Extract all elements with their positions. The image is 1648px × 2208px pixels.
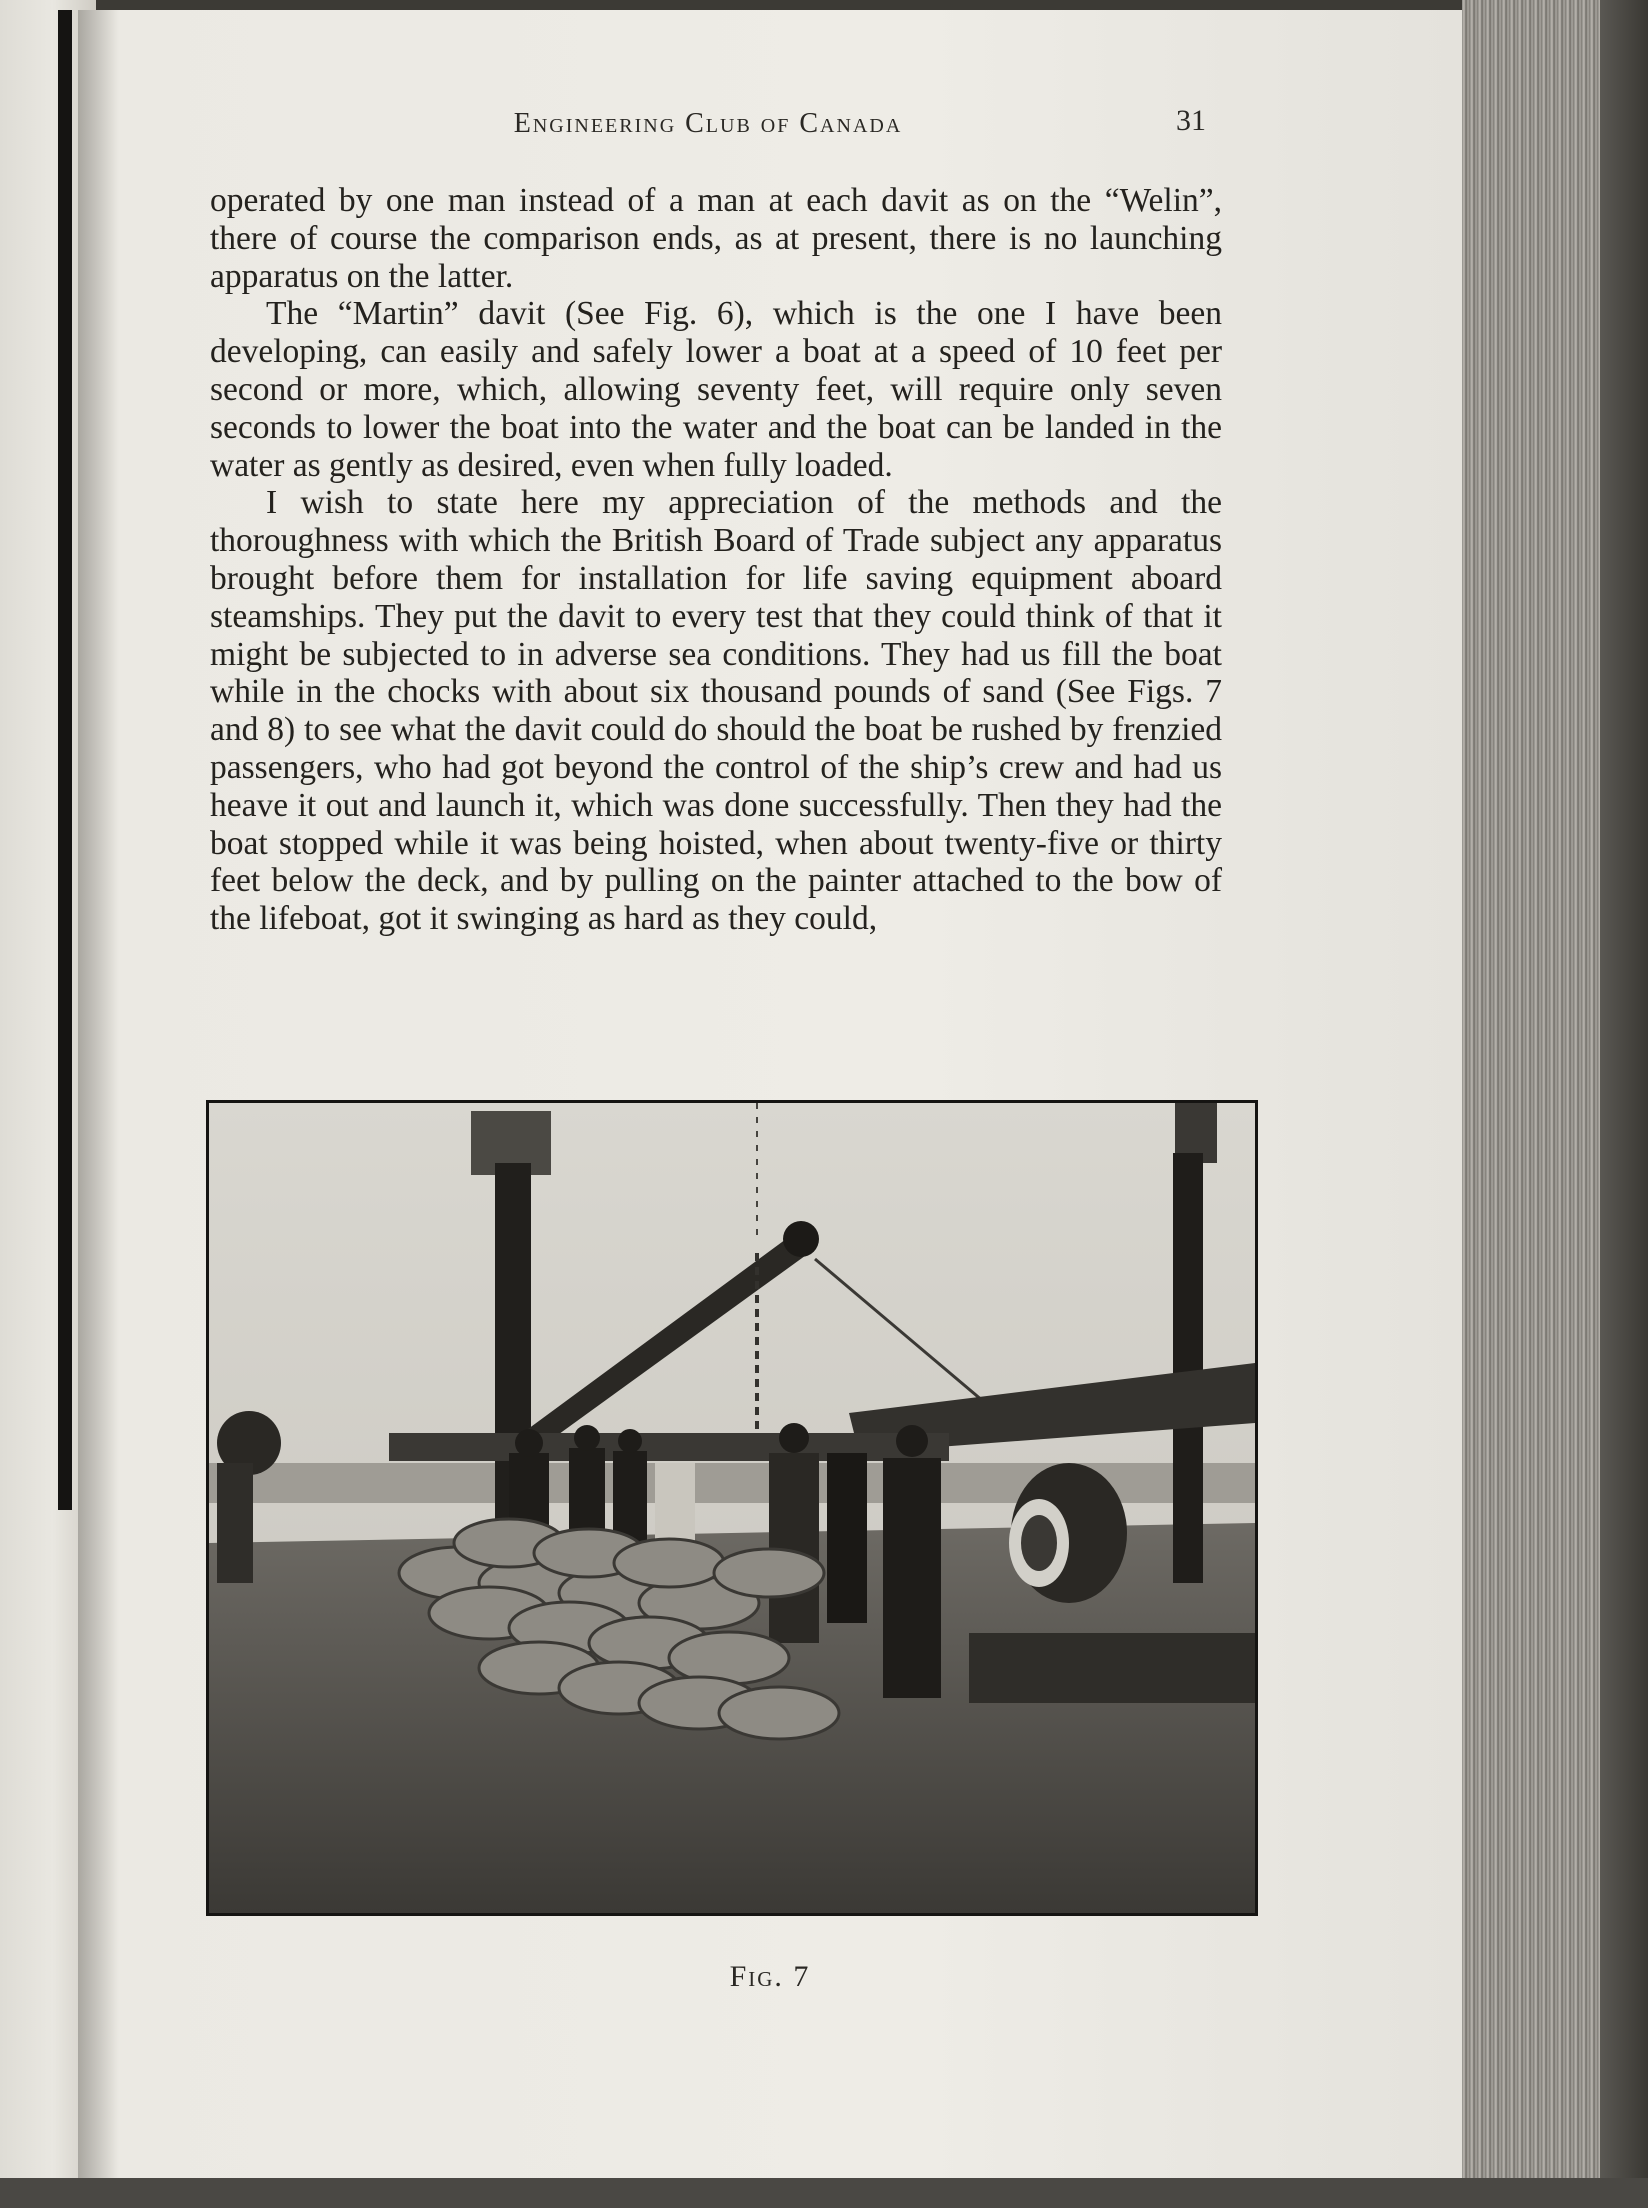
scanner-bed [0,2178,1648,2208]
photo-davit-column-right [1173,1153,1203,1583]
body-text [210,182,1222,938]
book-cover-edge [1600,0,1648,2208]
photo-deck-machinery [969,1633,1255,1703]
davit-test-photo [209,1103,1255,1913]
running-header: Engineering Club of Canada [513,108,903,139]
gutter-shadow [78,10,118,2178]
paragraph-2: The “Martin” davit (See Fig. 6), which is the one I have been developing, can easily and safely lower a boat at a speed of 10 feet per second or more, which, allowing seventy feet, will require only seven seconds to lower the boat into the water and the boat can be landed in the water as gently as desired, even when fully loaded. [210,295,1222,484]
paragraph-3: I wish to state here my appreciation of the methods and the thoroughness with which the British Board of Trade subject any apparatus brought before them for installation for life saving equipment aboard steamships. They put the davit to every test that they could think of that it might be subjected to in adverse sea conditions. They had us fill the boat while in the chocks with about six thousand pounds of sand (See Figs. 7 and 8) to see what the davit could do should the boat be rushed by frenzied passengers, who had got beyond the control of the ship’s crew and had us heave it out and launch it, which was done successfully. Then they had the boat stopped while it was being hoisted, when about twenty-five or thirty feet below the deck, and by pulling on the painter attached to the bow of the lifeboat, got it swinging as hard as they could, [210,484,1222,938]
figure-7-photograph [206,1100,1258,1916]
book-binding [58,10,72,1510]
page-number: 31 [1176,104,1206,137]
paragraph-1: operated by one man instead of a man at each davit as on the “Welin”, there of course the comparison ends, as at present, there is no launching apparatus on the latter. [210,182,1222,295]
figure-caption: Fig. 7 [729,1960,811,1993]
